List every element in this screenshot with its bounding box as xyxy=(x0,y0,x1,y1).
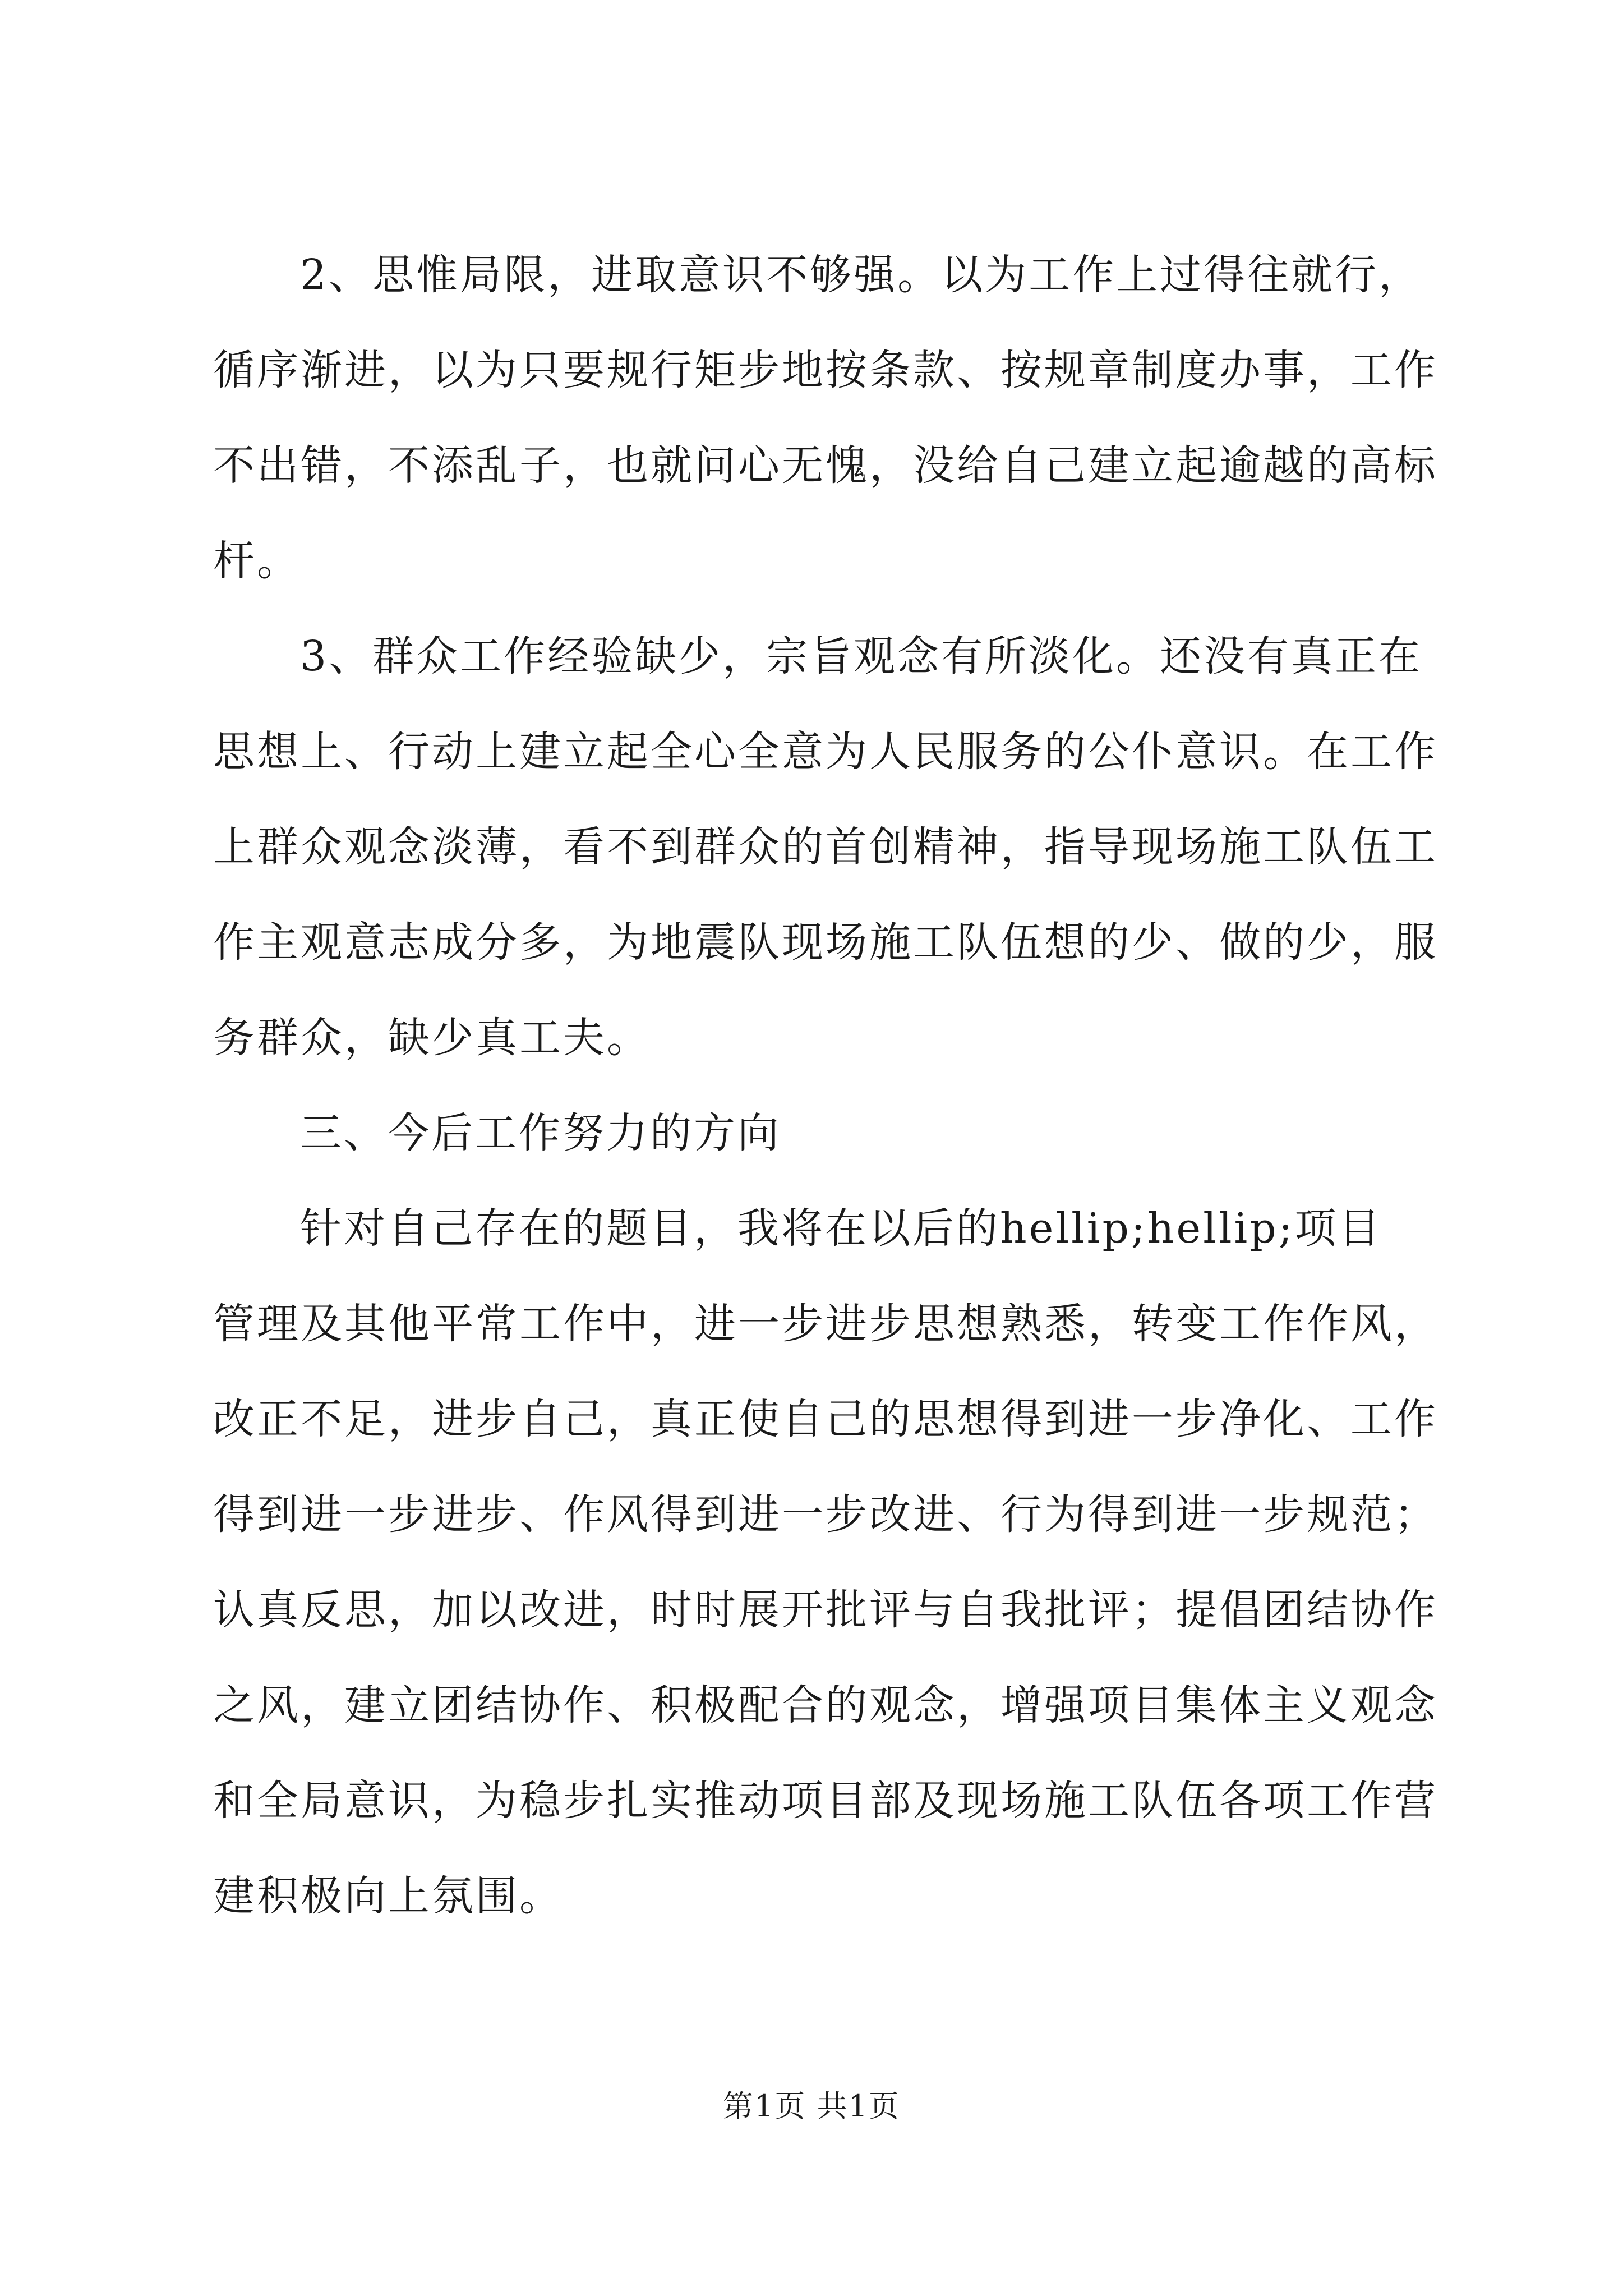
page-footer: 第1页 共1页 xyxy=(723,2088,900,2124)
paragraph-3-line-3: 上群众观念淡薄，看不到群众的首创精神，指导现场施工队伍工 xyxy=(213,823,1438,871)
paragraph-3-line-4: 作主观意志成分多，为地震队现场施工队伍想的少、做的少，服 xyxy=(213,918,1438,967)
paragraph-2-line-3: 不出错，不添乱子，也就问心无愧，没给自己建立起逾越的高标 xyxy=(213,441,1438,490)
paragraph-4-line-5: 认真反思，加以改进，时时展开批评与自我批评；提倡团结协作 xyxy=(213,1586,1438,1634)
paragraph-2-line-2: 循序渐进，以为只要规行矩步地按条款、按规章制度办事，工作 xyxy=(213,346,1438,394)
paragraph-2-line-1: 2、思惟局限，进取意识不够强。以为工作上过得往就行， xyxy=(300,251,1423,299)
paragraph-2-line-4: 杆。 xyxy=(213,537,301,585)
paragraph-4-line-4: 得到进一步进步、作风得到进一步改进、行为得到进一步规范； xyxy=(213,1490,1438,1539)
section-heading: 三、今后工作努力的方向 xyxy=(300,1109,781,1157)
paragraph-4-line-1: 针对自己存在的题目，我将在以后的hellip;hellip;项目 xyxy=(300,1204,1382,1253)
paragraph-3-line-2: 思想上、行动上建立起全心全意为人民服务的公仆意识。在工作 xyxy=(213,728,1438,776)
paragraph-3-line-1: 3、群众工作经验缺少，宗旨观念有所淡化。还没有真正在 xyxy=(300,632,1423,680)
paragraph-4-line-8: 建积极向上氛围。 xyxy=(213,1872,563,1920)
paragraph-4-line-6: 之风，建立团结协作、积极配合的观念，增强项目集体主义观念 xyxy=(213,1681,1438,1729)
paragraph-4-line-2: 管理及其他平常工作中，进一步进步思想熟悉，转变工作作风， xyxy=(213,1300,1438,1348)
paragraph-4-line-7: 和全局意识，为稳步扎实推动项目部及现场施工队伍各项工作营 xyxy=(213,1777,1438,1825)
paragraph-3-line-5: 务群众，缺少真工夫。 xyxy=(213,1014,651,1062)
paragraph-4-line-3: 改正不足，进步自己，真正使自己的思想得到进一步净化、工作 xyxy=(213,1395,1438,1443)
